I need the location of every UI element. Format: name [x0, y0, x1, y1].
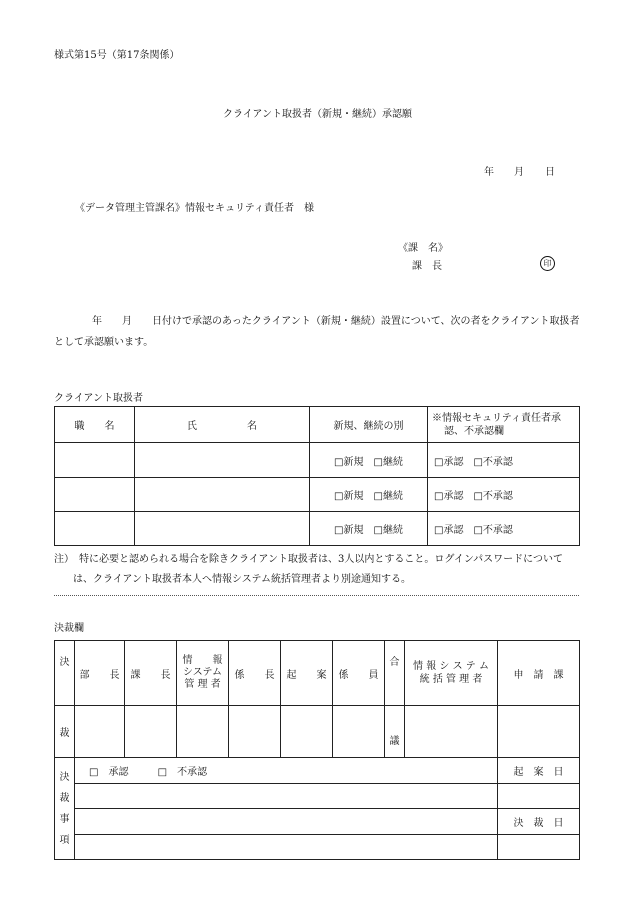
sender-section: 《課 名》 — [398, 243, 448, 254]
post-cell[interactable] — [55, 443, 135, 478]
divider — [54, 595, 579, 596]
col-kian: 起 案 — [281, 641, 333, 706]
col-bucho: 部 長 — [75, 641, 125, 706]
col-go-bottom: 議 — [385, 706, 405, 758]
kessai-date-label: 決 裁 日 — [498, 809, 580, 835]
col-system-manager-3: 管 理 者 — [184, 679, 221, 690]
seal-cell-kacho[interactable] — [125, 706, 177, 758]
date-year: 年 — [484, 167, 494, 178]
approval-checkboxes[interactable]: □承認 □不承認 — [428, 443, 580, 478]
date-month: 月 — [514, 167, 524, 178]
col-system-manager-2: システム — [183, 667, 222, 678]
col-tokatsu-1: 情 報 シ ス テ ム — [413, 661, 489, 672]
col-kakaricho: 係 長 — [229, 641, 281, 706]
col-tokatsu — [405, 641, 498, 706]
form-number: 様式第15号（第17条関係） — [54, 50, 180, 61]
type-checkboxes[interactable]: □新規 □継続 — [310, 478, 428, 512]
decision-header-row — [55, 641, 580, 706]
approval-options — [75, 758, 498, 784]
seal-cell-kakaricho[interactable] — [229, 706, 281, 758]
col-kacho: 課 長 — [125, 641, 177, 706]
seal-cell-system-manager[interactable] — [177, 706, 229, 758]
col-go-top: 合 — [385, 641, 405, 706]
name-cell[interactable] — [135, 512, 310, 546]
col-system-manager-1: 情 報 — [182, 655, 223, 666]
seal-cell-kakariin[interactable] — [333, 706, 385, 758]
sender-chief: 課 長 — [412, 261, 442, 272]
date-day: 日 — [545, 167, 555, 178]
client-table-caption: クライアント取扱者 — [54, 393, 143, 404]
kian-date-cell[interactable] — [498, 784, 580, 809]
matters-label-char: 事 — [59, 813, 70, 825]
type-checkboxes[interactable]: □新規 □継続 — [310, 512, 428, 546]
approve-checkbox[interactable]: □ 承認 — [89, 767, 129, 778]
header-approval-line-1: ※情報セキュリティ責任者承 — [432, 412, 561, 424]
matters-cell[interactable] — [75, 809, 498, 835]
post-cell[interactable] — [55, 512, 135, 546]
header-post: 職 名 — [55, 407, 135, 443]
decision-matters-table — [54, 757, 580, 860]
table-row — [55, 478, 580, 512]
seal-cell-kian[interactable] — [281, 706, 333, 758]
col-shinsei: 申 請 課 — [498, 641, 580, 706]
header-name: 氏 名 — [135, 407, 310, 443]
header-approval — [428, 407, 580, 443]
name-cell[interactable] — [135, 443, 310, 478]
kessai-date-cell[interactable] — [498, 835, 580, 860]
header-approval-line-2: 認、不承認欄 — [444, 425, 504, 437]
seal-icon: 印 — [540, 256, 555, 271]
matters-row — [55, 835, 580, 860]
kian-date-label: 起 案 日 — [498, 758, 580, 784]
decision-label-bottom: 裁 — [55, 706, 75, 758]
table-row — [55, 443, 580, 478]
matters-cell[interactable] — [75, 835, 498, 860]
matters-label-char: 項 — [59, 834, 70, 846]
body-line-2: として承認願います。 — [54, 337, 154, 348]
approval-checkboxes[interactable]: □承認 □不承認 — [428, 512, 580, 546]
decision-table — [54, 640, 580, 758]
client-table-header — [55, 407, 580, 443]
type-checkboxes[interactable]: □新規 □継続 — [310, 443, 428, 478]
page-title: クライアント取扱者（新規・継続）承認願 — [223, 109, 412, 120]
post-cell[interactable] — [55, 478, 135, 512]
matters-row — [55, 758, 580, 784]
decision-caption: 決裁欄 — [54, 623, 84, 634]
note-line-1: 注） 特に必要と認められる場合を除きクライアント取扱者は、3人以内とすること。ログインパスワードについて — [54, 554, 563, 565]
decision-seal-row — [55, 706, 580, 758]
table-row — [55, 512, 580, 546]
matters-label — [55, 758, 75, 860]
matters-row — [55, 784, 580, 809]
seal-cell-bucho[interactable] — [75, 706, 125, 758]
matters-row — [55, 809, 580, 835]
header-type: 新規、継続の別 — [310, 407, 428, 443]
col-system-manager — [177, 641, 229, 706]
matters-label-char: 決 — [59, 771, 70, 783]
body-line-1: 年 月 日付けで承認のあったクライアント（新規・継続）設置について、次の者をクライアント取扱者 — [92, 316, 580, 327]
addressee: 《データ管理主管課名》情報セキュリティ責任者 様 — [75, 203, 314, 214]
seal-cell-shinsei[interactable] — [498, 706, 580, 758]
note-line-2: は、クライアント取扱者本人へ情報システム統括管理者より別途通知する。 — [73, 574, 411, 585]
col-tokatsu-2: 統 括 管 理 者 — [419, 674, 483, 685]
matters-cell[interactable] — [75, 784, 498, 809]
decision-label-top: 決 — [55, 641, 75, 706]
client-table — [54, 406, 580, 546]
matters-label-char: 裁 — [59, 792, 70, 804]
approval-checkboxes[interactable]: □承認 □不承認 — [428, 478, 580, 512]
name-cell[interactable] — [135, 478, 310, 512]
disapprove-checkbox[interactable]: □ 不承認 — [157, 767, 208, 778]
seal-cell-tokatsu[interactable] — [405, 706, 498, 758]
col-kakariin: 係 員 — [333, 641, 385, 706]
